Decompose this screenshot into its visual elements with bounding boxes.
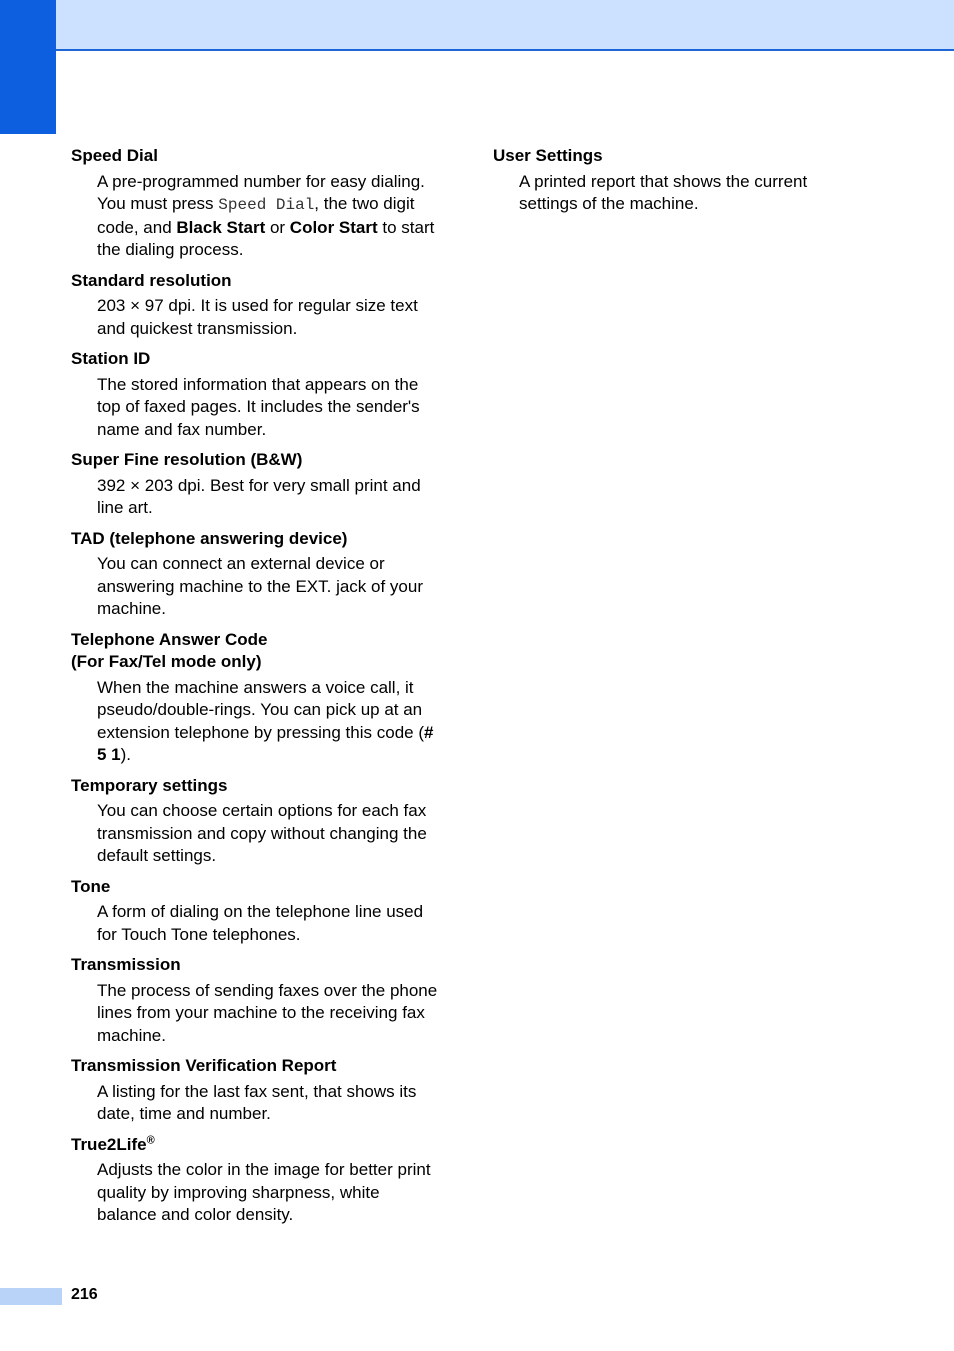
- definition-text: 203 × 97 dpi. It is used for regular size text and quickest transmission.: [97, 296, 418, 338]
- glossary-term-line: TAD (telephone answering device): [71, 528, 348, 548]
- glossary-entry: [71, 348, 443, 441]
- glossary-definition: [97, 553, 443, 621]
- glossary-term-line: Speed Dial: [71, 146, 158, 165]
- header-band: [0, 0, 954, 51]
- glossary-entry: [71, 629, 443, 767]
- definition-text: The stored information that appears on the top of faxed pages. It includes the sender's name and fax number.: [97, 374, 420, 439]
- glossary-entry: [71, 270, 443, 341]
- glossary-term-line: Super Fine resolution (B&W): [71, 450, 303, 469]
- glossary-term-line: Temporary settings: [71, 775, 228, 795]
- glossary-term-line: Tone: [71, 876, 111, 896]
- glossary-entry: [71, 876, 443, 947]
- definition-text: A listing for the last fax sent, that shows its date, time and number.: [97, 1081, 417, 1123]
- glossary-entry: [493, 145, 865, 216]
- glossary-definition: [97, 1159, 443, 1227]
- glossary-term: [71, 1134, 443, 1157]
- glossary-term: [71, 876, 443, 899]
- definition-text: or: [265, 217, 290, 237]
- definition-text: A pre-programmed number for easy dialing. You must press: [97, 171, 425, 213]
- definition-text: A form of dialing on the telephone line used for Touch Tone telephones.: [97, 902, 424, 944]
- definition-text: You can connect an external device or answering machine to the EXT. jack of your machine.: [97, 554, 423, 618]
- footer-bar: [0, 1288, 62, 1305]
- glossary-entry: [71, 528, 443, 621]
- bold-text: Black Start: [176, 217, 266, 237]
- definition-text: 392 × 203 dpi. Best for very small print and line art.: [97, 475, 421, 517]
- glossary-term: [71, 1055, 443, 1078]
- glossary-term-line: Standard resolution: [71, 270, 232, 290]
- glossary-term-line: User Settings: [493, 146, 603, 165]
- glossary-term-line: Telephone Answer Code: [71, 629, 268, 649]
- glossary-term-line: Station ID: [71, 349, 151, 368]
- definition-text: When the machine answers a voice call, it pseudo/double-rings. You can pick up at an extension telephone by pressing this code (: [97, 677, 424, 742]
- glossary-term: [71, 145, 443, 168]
- glossary-definition: [97, 171, 443, 262]
- glossary-definition: [519, 171, 865, 216]
- glossary-term: [71, 629, 443, 674]
- definition-text: Adjusts the color in the image for better print quality by improving sharpness, white balance and color density.: [97, 1160, 431, 1224]
- glossary-definition: [97, 901, 443, 946]
- bold-text: Color Start: [289, 217, 378, 237]
- definition-text: The process of sending faxes over the phone lines from your machine to the receiving fax machine.: [97, 980, 438, 1045]
- glossary-entry: [71, 954, 443, 1047]
- glossary-term: [71, 775, 443, 798]
- glossary-definition: [97, 295, 443, 340]
- glossary-column-right: [493, 145, 865, 224]
- page-number: 216: [71, 1286, 98, 1303]
- glossary-definition: [97, 374, 443, 442]
- registered-mark: ®: [146, 1133, 155, 1146]
- glossary-term-line: Transmission Verification Report: [71, 1056, 337, 1075]
- glossary-definition: [97, 980, 443, 1048]
- glossary-term-line: (For Fax/Tel mode only): [71, 652, 262, 671]
- glossary-term-line: Transmission: [71, 955, 181, 974]
- glossary-term: [493, 145, 865, 168]
- glossary-entry: [71, 145, 443, 262]
- definition-text: ).: [120, 745, 132, 764]
- glossary-term: [71, 528, 443, 551]
- glossary-definition: [97, 800, 443, 868]
- key-name: Speed Dial: [218, 196, 315, 214]
- glossary-definition: [97, 475, 443, 520]
- definition-text: to start the dialing process.: [97, 217, 435, 259]
- glossary-entry: [71, 775, 443, 868]
- definition-text: You can choose certain options for each fax transmission and copy without changing the default settings.: [97, 801, 427, 865]
- glossary-definition: [97, 1081, 443, 1126]
- glossary-definition: [97, 677, 443, 767]
- bold-text: # 5 1: [97, 722, 434, 764]
- glossary-column-left: [71, 145, 443, 1235]
- chapter-tab: [0, 0, 56, 134]
- glossary-term: [71, 449, 443, 472]
- glossary-entry: [71, 1055, 443, 1126]
- glossary-term: [71, 954, 443, 977]
- glossary-term: [71, 270, 443, 293]
- glossary-entry: [71, 449, 443, 520]
- glossary-term: [71, 348, 443, 371]
- definition-text: A printed report that shows the current settings of the machine.: [519, 171, 808, 213]
- glossary-entry: [71, 1134, 443, 1227]
- glossary-term-line: True2Life: [71, 1134, 147, 1154]
- definition-text: , the two digit code, and: [97, 194, 415, 237]
